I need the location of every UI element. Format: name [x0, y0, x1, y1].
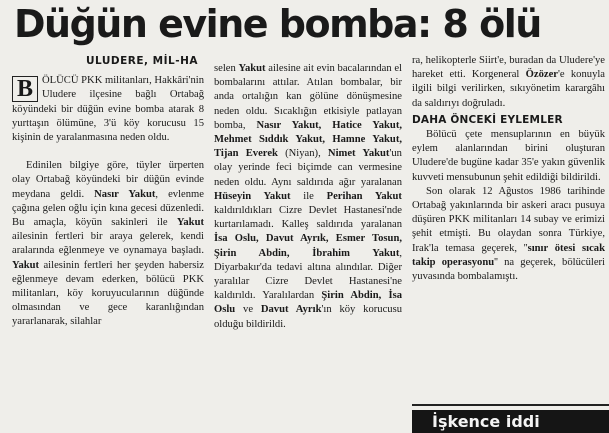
text: Son olarak 12 Ağustos 1986 tarihinde Ortabağ yakınlarında bir askeri aracı pusuya düşüren PKK militanları 14 subay ve erimizi şehit etmişti. Bu olaydan sonra Türkiye, Irak'la temasa geçerek, ''	[412, 185, 605, 254]
text: selen	[214, 63, 236, 74]
divider-rule	[412, 404, 609, 406]
name-bold: Özözer	[525, 69, 558, 81]
text: 'un olay yerinde feci biçimde can vermesine neden oldu. Aynı saldırıda ağır yaralanan	[214, 148, 402, 188]
article-column-1	[12, 54, 204, 330]
text: (Niyan),	[285, 148, 321, 160]
text: Edinilen bilgiye göre, tüyler ürperten olay Ortabağ köyündeki bir düğün evinde meydana geldi.	[12, 160, 204, 200]
text: kaldırıldıkları Cizre Devlet Hastanesi'nde kurtarılamadı. Kalleş saldırıda yaralanan	[214, 205, 402, 231]
text: ailesinin fertleri bir araya gelerek, kendi aralarında eğlenmeye ve oynamaya başladı.	[12, 231, 204, 257]
name-bold: Yakut	[176, 217, 204, 229]
text: ailesine ait evin bacalarından el bombalarını attılar. Atılan bombalar, bir anda ortalığın kan gölüne dönüşmesine neden oldu. Sıcaklığın etkisiyle patlayan bomba,	[214, 63, 402, 131]
paragraph-6	[412, 185, 605, 284]
name-bold: Yakut	[238, 63, 266, 74]
next-article-banner: İşkence iddi	[412, 410, 609, 433]
name-bold: Hüseyin Yakut	[214, 190, 291, 202]
name-bold: Yakut	[12, 259, 40, 271]
text: ra, helikopterle Siirt'e, buradan da Uludere'ye hareket etti. Korgeneral	[412, 55, 605, 81]
dateline: ULUDERE, MİL-HA	[86, 55, 198, 67]
name-bold: Perihan Yakut	[326, 190, 402, 202]
text: ile	[303, 190, 314, 202]
text: , evlenme çağına gelen oğlu için kına gecesi düzenledi. Bu amaçla, köyün sakinleri ile	[12, 188, 204, 229]
name-bold: Davut Ayrık	[260, 304, 322, 316]
name-bold: Nasır Yakut	[94, 188, 156, 200]
drop-cap: B	[12, 76, 38, 102]
paragraph-2	[12, 159, 204, 329]
phrase-bold: sınır ötesi sıcak takip operasyonu	[412, 242, 605, 268]
names-bold: İsa Oslu, Davut Ayrık, Esmer Tosun, Şirin Abdin, İbrahim Yakut	[214, 233, 402, 259]
text: 'ın köy korucusu olduğu bildirildi.	[214, 304, 402, 330]
names-bold: Nasır Yakut, Hatice Yakut, Mehmet Sıddık Yakut, Hamne Yakut, Tijan Everek	[214, 119, 403, 160]
lead-text: ÖLÜCÜ PKK militanları, Hakkâri'nin Uludere ilçesine bağlı Ortabağ köyündeki bir düğün evine bomba atarak 8 yurttaşın ölümüne, 3'ü köy korucusu 15 kişinin de yaralanmasına neden oldu.	[12, 75, 204, 144]
text: ve	[243, 304, 254, 316]
paragraph-4	[412, 54, 605, 111]
text: '' na geçerek, bölücüleri yuvasında bombalamıştı.	[412, 256, 605, 283]
text: , Diyarbakır'da tedavi altına alındılar. Diğer yaralılar Cizre Devlet Hastanesi'ne kaldırıldı. Yaralılardan	[214, 247, 402, 302]
name-bold: Nimet Yakut	[327, 148, 390, 160]
subheading: DAHA ÖNCEKİ EYLEMLER	[412, 113, 563, 126]
article-column-3	[412, 54, 605, 284]
headline: Düğün evine bomba: 8 ölü	[14, 2, 541, 46]
paragraph-3	[214, 62, 402, 332]
lead-paragraph	[12, 74, 204, 145]
text: 'e konuyla ilgili bilgi verilirken, sıkıyönetim karargâhı da saldırıyı doğruladı.	[412, 69, 606, 109]
paragraph-5: Bölücü çete mensuplarının en büyük eylem alanlarından birini oluşturan Uludere'de bugüne kadar 35'e yakın güvenlik kuvveti mensubunun şehit edildiği bildirildi.	[412, 129, 605, 183]
names-bold: Şirin Abdin, İsa Oslu	[214, 290, 403, 316]
article-column-2	[214, 62, 402, 332]
text: ailesinin fertleri her şeyden habersiz eğlenmeye devam ederken, bölücü PKK militanları, köy koruyucularının düğünde olmasından ve gece karanlığından yararlanarak, silahlar	[12, 259, 204, 328]
